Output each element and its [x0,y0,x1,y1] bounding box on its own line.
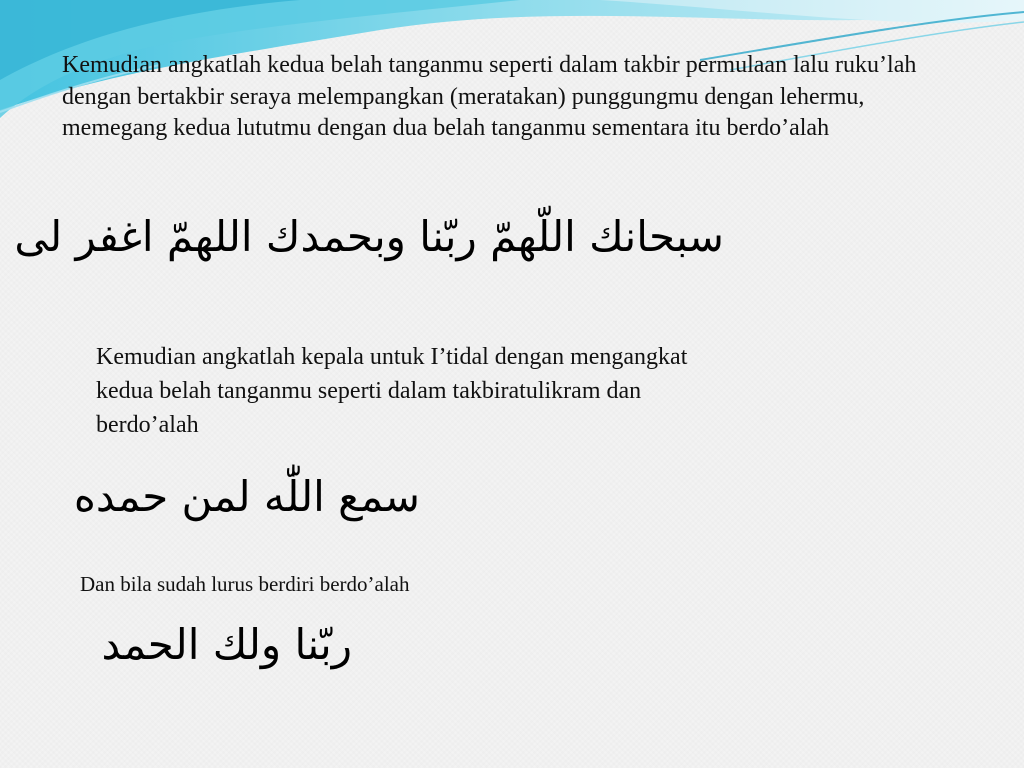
arabic-itidal-prayer: سمع اللّٰه لمن حمده [73,472,420,521]
arabic-ruku-prayer: سبحانك اللّهمّ ربّنا وبحمدك اللهمّ اغفر لى [14,212,724,261]
paragraph-ruku-instruction: Kemudian angkatlah kedua belah tanganmu seperti dalam takbir permulaan lalu ruku’lah dengan bertakbir seraya melempangkan (meratakan) punggungmu dengan lehermu, memegang kedua lututmu dengan dua belah tanganmu sementara itu berdo’alah [62,52,917,141]
paragraph-standing-instruction: Dan bila sudah lurus berdiri berdo’alah [80,572,410,596]
arabic-standing-prayer: ربّنا ولك الحمد [101,620,352,669]
paragraph-itidal-instruction: Kemudian angkatlah kepala untuk I’tidal dengan mengangkat kedua belah tanganmu seperti dalam takbiratulikram dan berdo’alah [96,344,688,438]
